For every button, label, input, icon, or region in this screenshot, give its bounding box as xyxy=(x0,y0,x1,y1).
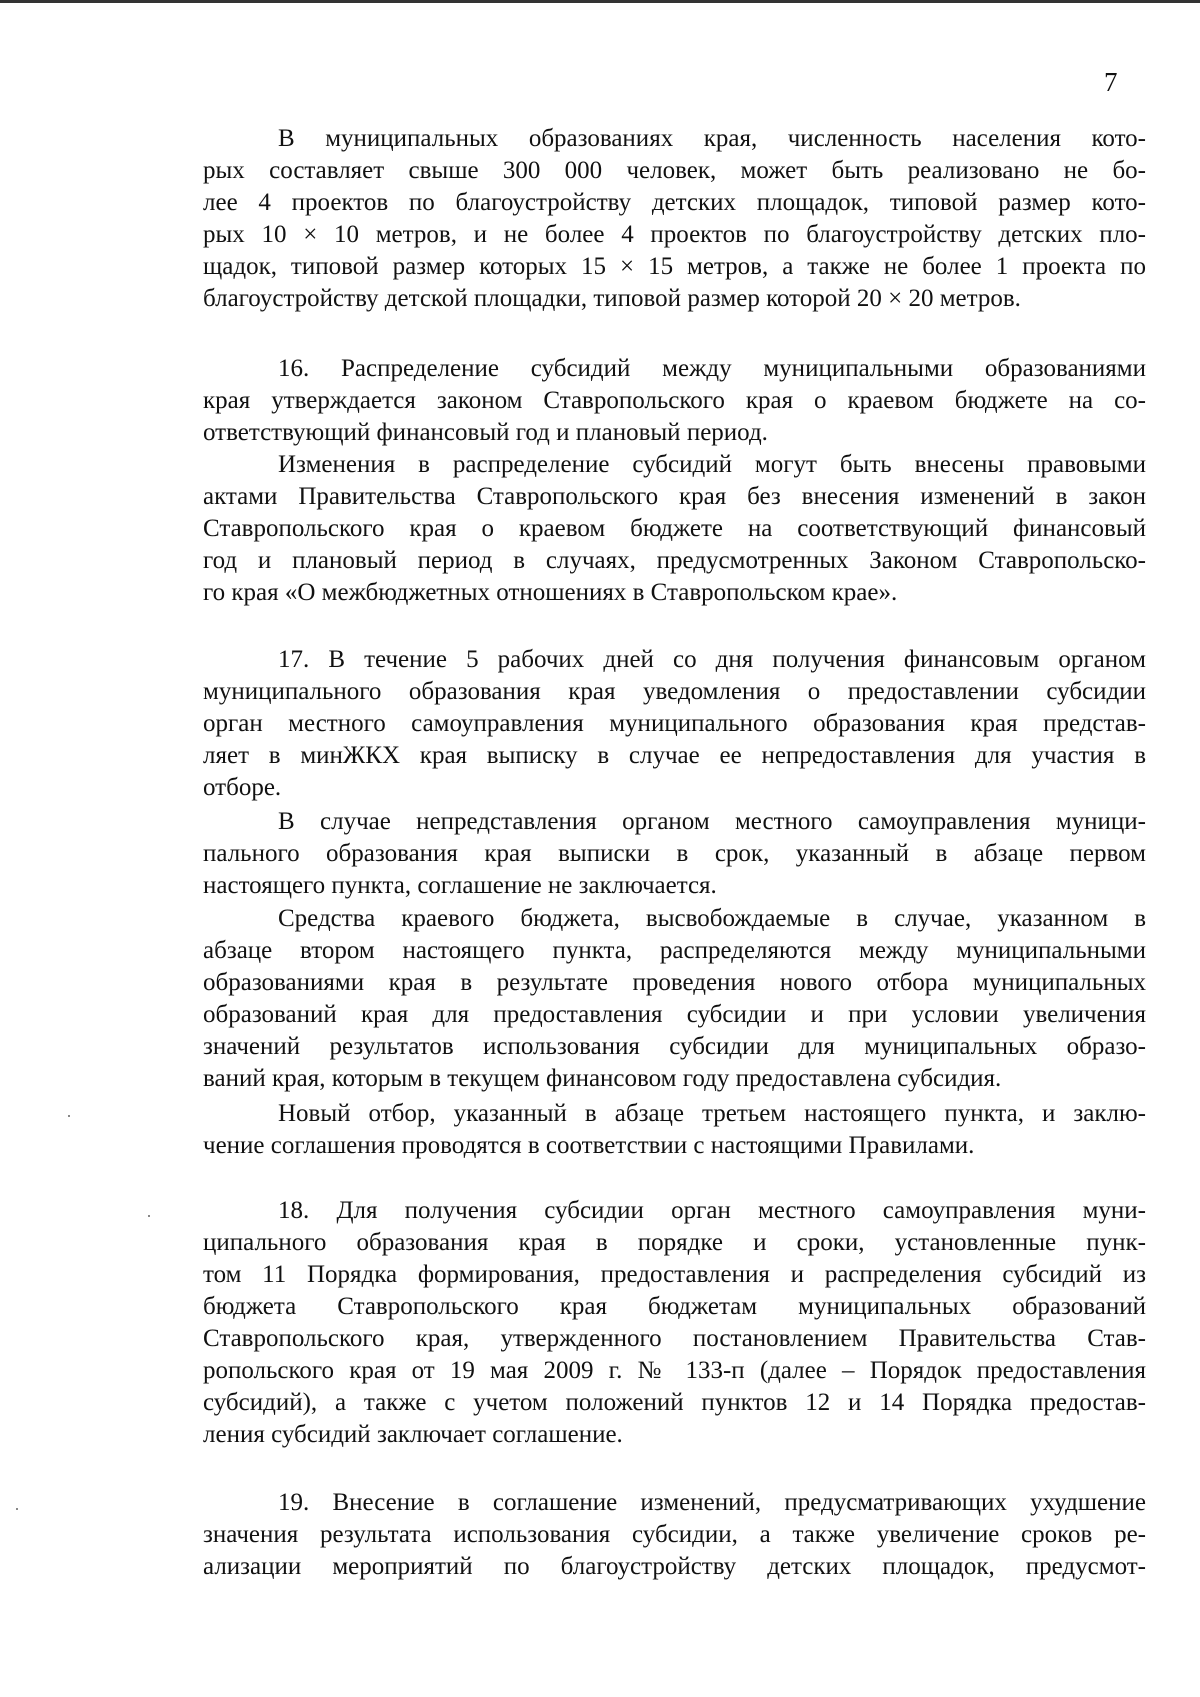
text-line: том 11 Порядка формирования, предоставления и распределения субсидий из xyxy=(203,1261,1146,1288)
scan-speck xyxy=(16,1508,18,1510)
text-line: пального образования края выписки в срок, указанный в абзаце первом xyxy=(203,840,1146,867)
text-line: ляет в минЖКХ края выписку в случае ее непредоставления для участия в xyxy=(203,742,1146,769)
text-line: 16. Распределение субсидий между муниципальными образованиями xyxy=(278,355,1146,382)
text-line: ропольского края от 19 мая 2009 г. № 133-п (далее – Порядок предоставления xyxy=(203,1357,1146,1384)
scan-speck xyxy=(68,1115,70,1117)
text-line: щадок, типовой размер которых 15 × 15 метров, а также не более 1 проекта по xyxy=(203,253,1146,280)
text-line: субсидий), а также с учетом положений пунктов 12 и 14 Порядка предостав- xyxy=(203,1389,1146,1416)
text-line: бюджета Ставропольского края бюджетам муниципальных образований xyxy=(203,1293,1146,1320)
text-line: Ставропольского края, утвержденного постановлением Правительства Став- xyxy=(203,1325,1146,1352)
top-border-line xyxy=(0,0,1200,3)
text-line: В муниципальных образованиях края, численность населения кото- xyxy=(278,125,1146,152)
text-line: благоустройству детской площадки, типовой размер которой 20 × 20 метров. xyxy=(203,285,1021,312)
text-line: Средства краевого бюджета, высвобождаемые в случае, указанном в xyxy=(278,905,1146,932)
text-line: муниципального образования края уведомления о предоставлении субсидии xyxy=(203,678,1146,705)
text-line: Новый отбор, указанный в абзаце третьем настоящего пункта, и заклю- xyxy=(278,1100,1146,1127)
clause-16-distribution xyxy=(203,353,1146,449)
text-line: ления субсидий заключает соглашение. xyxy=(203,1421,623,1448)
text-line: 17. В течение 5 рабочих дней со дня получения финансовым органом xyxy=(278,646,1146,673)
text-line: 18. Для получения субсидии орган местного самоуправления муни- xyxy=(278,1197,1146,1224)
clause-17-extract-submission xyxy=(203,644,1146,804)
text-line: ципального образования края в порядке и сроки, установленные пунк- xyxy=(203,1229,1146,1256)
paragraph-population-limits xyxy=(203,123,1146,315)
text-line: образований края для предоставления субсидии и при условии увеличения xyxy=(203,1001,1146,1028)
text-line: значений результатов использования субсидии для муниципальных образо- xyxy=(203,1033,1146,1060)
clause-18-agreement xyxy=(203,1195,1146,1451)
scan-speck xyxy=(148,1215,150,1217)
text-line: ваний края, которым в текущем финансовом году предоставлена субсидия. xyxy=(203,1065,1002,1092)
text-line: отборе. xyxy=(203,774,282,801)
text-line: лее 4 проектов по благоустройству детских площадок, типовой размер кото- xyxy=(203,189,1146,216)
text-line: актами Правительства Ставропольского края без внесения изменений в закон xyxy=(203,483,1146,510)
clause-17-non-submission xyxy=(203,806,1146,902)
text-line: рых составляет свыше 300 000 человек, может быть реализовано не бо- xyxy=(203,157,1146,184)
page-number: 7 xyxy=(1104,67,1118,97)
text-line: образованиями края в результате проведения нового отбора муниципальных xyxy=(203,969,1146,996)
clause-17-redistribution xyxy=(203,903,1146,1095)
text-line: абзаце втором настоящего пункта, распределяются между муниципальными xyxy=(203,937,1146,964)
text-line: значения результата использования субсидии, а также увеличение сроков ре- xyxy=(203,1521,1146,1548)
text-line: В случае непредставления органом местного самоуправления муници- xyxy=(278,808,1146,835)
text-line: Ставропольского края о краевом бюджете на соответствующий финансовый xyxy=(203,515,1146,542)
text-line: рых 10 × 10 метров, и не более 4 проектов по благоустройству детских пло- xyxy=(203,221,1146,248)
clause-16-amendments xyxy=(203,449,1146,609)
clause-17-new-selection xyxy=(203,1098,1146,1162)
text-line: настоящего пункта, соглашение не заключается. xyxy=(203,872,717,899)
text-line: год и плановый период в случаях, предусмотренных Законом Ставропольско- xyxy=(203,547,1146,574)
text-line: го края «О межбюджетных отношениях в Ставропольском крае». xyxy=(203,579,898,606)
text-line: ответствующий финансовый год и плановый период. xyxy=(203,419,768,446)
text-line: 19. Внесение в соглашение изменений, предусматривающих ухудшение xyxy=(278,1489,1146,1516)
text-line: чение соглашения проводятся в соответствии с настоящими Правилами. xyxy=(203,1132,975,1159)
text-line: Изменения в распределение субсидий могут быть внесены правовыми xyxy=(278,451,1146,478)
text-line: орган местного самоуправления муниципального образования края представ- xyxy=(203,710,1146,737)
clause-19-agreement-changes xyxy=(203,1487,1146,1583)
text-line: края утверждается законом Ставропольского края о краевом бюджете на со- xyxy=(203,387,1146,414)
text-line: ализации мероприятий по благоустройству детских площадок, предусмот- xyxy=(203,1553,1146,1580)
